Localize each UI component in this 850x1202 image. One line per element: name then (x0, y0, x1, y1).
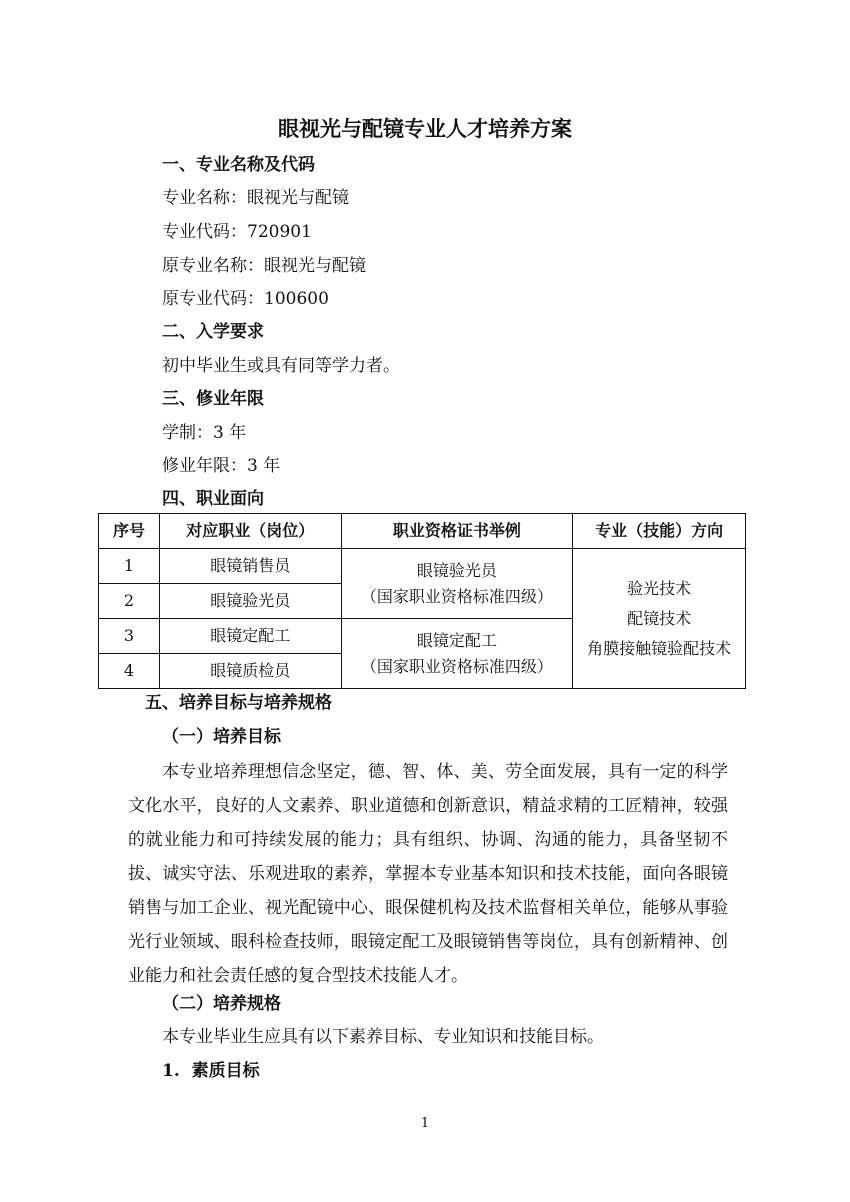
header-cert: 职业资格证书举例 (341, 514, 573, 549)
page-title: 眼视光与配镜专业人才培养方案 (278, 116, 572, 141)
header-direction: 专业（技能）方向 (573, 514, 746, 549)
section-heading-1: 一、专业名称及代码 (162, 155, 315, 175)
section-heading-5: 五、培养目标与培养规格 (145, 693, 332, 713)
table-row (99, 549, 746, 584)
header-job: 对应职业（岗位） (159, 514, 341, 549)
direction-item: 验光技术 (627, 578, 692, 598)
major-code-line: 专业代码：720901 (162, 222, 312, 242)
row-job: 眼镜销售员 (159, 549, 341, 584)
cert-level: （国家职业资格标准四级） (360, 656, 553, 676)
row-no: 4 (99, 654, 160, 689)
page-number: 1 (420, 1116, 430, 1131)
direction-item: 角膜接触镜验配技术 (587, 638, 732, 658)
training-goal-paragraph: 本专业培养理想信念坚定，德、智、体、美、劳全面发展，具有一定的科学文化水平，良好的人文素养、职业道德和创新意识，精益求精的工匠精神，较强的就业能力和可持续发展的能力；具有组织、协调、沟通的能力，具备坚韧不拔、诚实守法、乐观进取的素养，掌握本专业基本知识和技术技能，面向各眼镜销售与加工企业、视光配镜中心、眼保健机构及技术监督相关单位，能够从事验光行业领域、眼科检查技师，眼镜定配工及眼镜销售等岗位，具有创新精神、创业能力和社会责任感的复合型技术技能人才。 (128, 762, 728, 986)
training-spec-intro: 本专业毕业生应具有以下素养目标、专业知识和技能目标。 (162, 1027, 604, 1047)
row-no: 2 (99, 584, 160, 619)
major-name-line: 专业名称：眼视光与配镜 (162, 188, 349, 208)
row-job: 眼镜定配工 (159, 619, 341, 654)
row-no: 3 (99, 619, 160, 654)
section-heading-3: 三、修业年限 (162, 389, 264, 409)
quality-goal-heading: 1. 素质目标 (162, 1061, 260, 1081)
schooling-system: 学制：3 年 (162, 423, 247, 443)
row-job: 眼镜验光员 (159, 584, 341, 619)
cert-name: 眼镜验光员 (416, 560, 497, 580)
career-table (98, 513, 746, 689)
cert-cell (341, 549, 573, 619)
original-major-code-line: 原专业代码：100600 (162, 289, 329, 309)
header-no: 序号 (99, 514, 160, 549)
table-header-row (99, 514, 746, 549)
subheading-training-spec: （二）培养规格 (162, 994, 281, 1014)
section-heading-4: 四、职业面向 (162, 489, 264, 509)
row-job: 眼镜质检员 (159, 654, 341, 689)
admission-requirement: 初中毕业生或具有同等学力者。 (162, 356, 400, 376)
cert-cell (341, 619, 573, 689)
study-duration: 修业年限：3 年 (162, 456, 281, 476)
cert-name: 眼镜定配工 (416, 630, 497, 650)
original-major-name-line: 原专业名称：眼视光与配镜 (162, 256, 366, 276)
subheading-training-goal: （一）培养目标 (162, 727, 281, 747)
section-heading-2: 二、入学要求 (162, 322, 264, 342)
cert-level: （国家职业资格标准四级） (360, 586, 553, 606)
direction-cell (573, 549, 746, 689)
direction-item: 配镜技术 (627, 608, 692, 628)
row-no: 1 (99, 549, 160, 584)
